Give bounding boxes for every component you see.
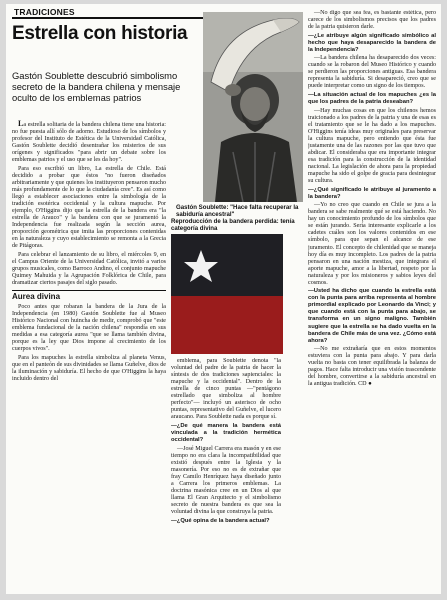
newspaper-page xyxy=(6,4,441,594)
interview-question: —¿Qué opina de la bandera actual? xyxy=(171,517,270,524)
col2-paragraph: emblema, para Soublette denota "la voluntad del padre de la patria de hacer la síntesis de dos tradiciones sapienciales: la mapuche y la occidental". Dentro de la estrella de cinco puntas —"pentágono estrellado que simboliza al hombre perfecto"— incluyó un asterisco de ocho puntas, representativo del Guñelve, el lucero araucano. Para Soublette nada es porque sí. xyxy=(171,358,281,421)
flag-reproduction xyxy=(171,234,283,354)
col1-paragraph: Para los mapuches la estrella simboliza al planeta Venus, que en el panteón de sus divinidades se llama Guñelve, dios de la iluminación y sabiduría. El hecho de que O'Higgins la haya incluido dentro del xyxy=(12,354,166,383)
col1-paragraph: Para eso escribió un libro, La estrella de Chile. Está decidido a probar que éstos "no fueron diseñados arbitrariamente y que quienes los instituyeron pensaron mucho más profundamente de lo que la ciudadanía cree". Es así como llegó a establecer asociaciones entre la simbología de la tradición esotérica occidental y la cultura mapuche. Por ejemplo, O'Higgins dijo que la estrella de la bandera era "la estrella de Arauco" y la bandera con que se juramentó la Independencia fue realizada según la sección aurea, proporción geométrica que imita las proporciones contenidas en la naturaleza y cuyo establecimiento se remonta a la Grecia de Pitágoras. xyxy=(12,165,166,250)
interview-answer: —José Miguel Carrera era masón y en ese tiempo no era clara la incompatibilidad que existió después entre la Iglesia y la masonería. Por eso no es de extrañar que fray Camilo Henríquez haya diseñado junto a Carrera los primeros emblemas. La doctrina masónica cree en un Dios al que llama El Gran Arquitecto y el simbolismo secreto de nuestra bandera es que sea la voluntad divina la que construya la patria. xyxy=(171,445,281,515)
col1-paragraph: Para celebrar el lanzamiento de su libro, el miércoles 9, en el Campus Oriente de la Universidad Católica, invitó a varios grupos musicales, como Barroco Andino, el conjunto mapuche Quimey Mahuida y la Agrupación Folklórica de Chile, para dramatizar ciertos pasajes del siglo pasado. xyxy=(12,251,166,287)
column-2 xyxy=(171,358,281,590)
interview-answer: —La bandera chilena ha desaparecido dos veces: cuando se la robaron del Museo Histórico y cuando se perdieron las proporciones antiguas. Esa bandera representa la sabiduría. Si desapareció, creo que se puede interpretar como un signo de los tiempos. xyxy=(308,55,436,90)
interview-question: —¿Le atribuye algún significado simbólico al hecho que haya desaparecido la bandera de la Independencia? xyxy=(308,32,436,53)
interview-question: —¿De qué manera la bandera está vinculada a la tradición hermética occidental? xyxy=(171,422,281,444)
photo-caption: Gastón Soublette: "Hace falta recuperar la sabiduría ancestral" xyxy=(176,204,299,218)
column-1 xyxy=(12,120,166,590)
col3-paragraph: —No digo que sea fea, es bastante estética, pero carece de los simbolismos precisos que los padres de la patria quisieron darle. xyxy=(308,10,436,31)
section-tag: TRADICIONES xyxy=(12,7,207,19)
flag-caption: Reproducción de la bandera perdida: tenía categoría divina xyxy=(171,218,295,232)
interview-answer: —Yo no creo que cuando en Chile se jura a la bandera se sabe realmente qué se está haciendo. No hay un conocimiento profundo de los símbolos que se están jurando. Sería interesante explicarle a los cadetes cuáles son los valores contenidos en ese símbolo, para que sepan el alcance de ese juramento. El concepto de chilenidad que se maneja hoy día es muy incompleto. Los padres de la patria pensaron en una nación mestiza, que integrara el aporte mapuche, amor a la libertad, respeto por la naturaleza y por los misioneros y sabios leyes del cosmos. xyxy=(308,202,436,286)
deck: Gastón Soublette descubrió simbolismo secreto de la bandera chilena y mensaje oculto de los emblemas patrios xyxy=(12,70,181,103)
col1-paragraph: La estrella solitaria de la bandera chilena tiene una historia: no fue puesta allí sólo de adorno. Estudioso de los símbolos y profesor del Instituto de Estética de la Universidad Católica, Gastón Soublette decidió desentrañar los misterios de sus orígenes y significados "para abrir un debate sobre los emblemas patrios y el uso que se les da hoy". xyxy=(12,120,166,164)
interview-question: —¿Qué significado le atribuye al juramento a la bandera? xyxy=(308,186,436,200)
interview-answer: —Hay muchas cosas en que los chilenos hemos traicionado a los padres de la patria y una de esas es el tratamiento que se le ha dado a los mapuches. O'Higgins tenía ideas muy originales para preservar la cultura mapuche, pero entiendo que ésta fue justamente una de las razones por las que tuvo que abdicar. El consideraba que era importante integrar esa tradición para la construcción de la identidad nacional. La legislación de ahora para la propiedad mapuche ha sido el golpe de gracia para desintegrar su cultura. xyxy=(308,107,436,185)
subhead-aurea-divina: Aurea divina xyxy=(12,290,166,302)
interview-question: —La situación actual de los mapuches ¿es la que los padres de la patria deseaban? xyxy=(308,92,436,106)
interview-question: —Usted ha dicho que cuando la estrella está con la punta para arriba representa al hombre primordial explicado por Leonardo da Vinci; y que cuando está con la punta para abajo, se transforma en un signo maligno. También sugiere que la estrella se ha dado vuelta en la bandera de Chile más de una vez. ¿Cómo está ahora? xyxy=(308,288,436,344)
headline: Estrella con historia xyxy=(12,23,188,44)
soublette-photo xyxy=(203,12,303,202)
flag-red-stripe xyxy=(171,296,283,354)
col1-paragraph: Poco antes que robaran la bandera de la Jura de la Independencia (en 1980) Gastón Soublette fue al Museo Histórico Nacional con huincha de medir, comprobó que "este emblema fundacional de la nación chilena" respondía en sus medidas a esa categoría aurea "que se llama también divina, porque es la ley que Dios impone al crecimiento de los cuerpos vivos". xyxy=(12,304,166,353)
interview-answer: —No me extrañaría que en estos momentos estuviera con la punta para abajo. Y para darla vuelta no basta con tener equilibrada la balanza de pagos. Hace falta introducir una visión trascendente del hombre, convertirse a la sabiduría ancestral en la antigua tradición. CD ● xyxy=(308,346,436,388)
column-3 xyxy=(308,10,436,590)
